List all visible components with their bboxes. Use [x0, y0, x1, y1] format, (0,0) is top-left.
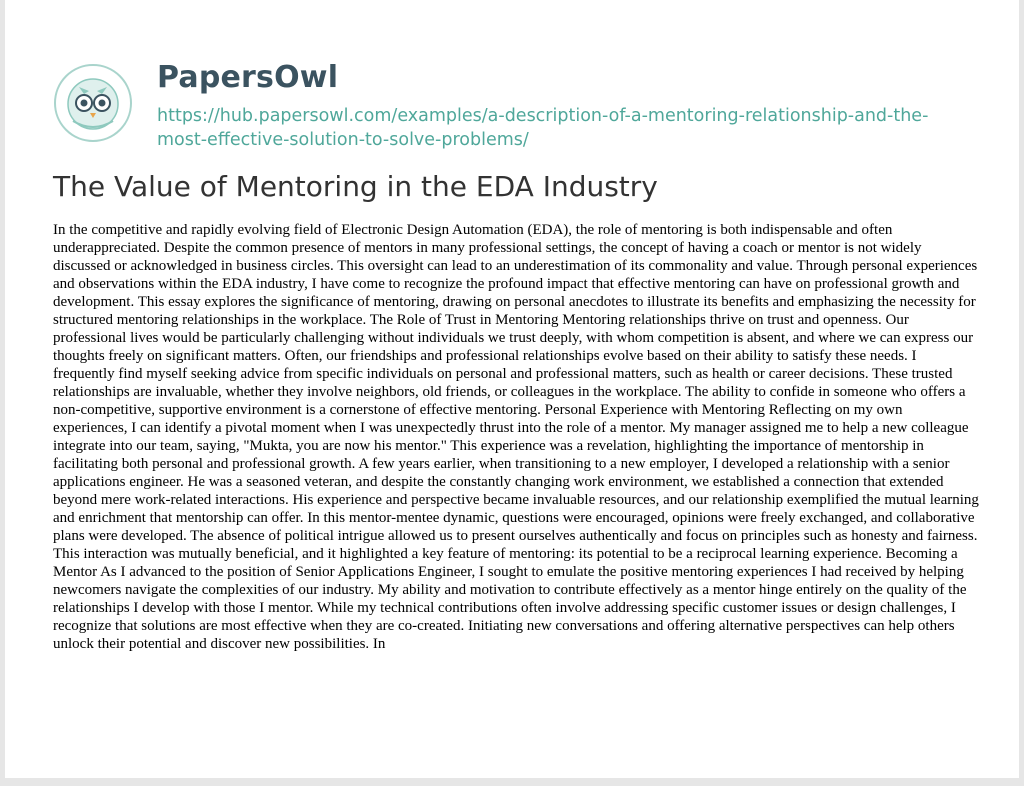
source-url-link[interactable]: https://hub.papersowl.com/examples/a-description-of-a-mentoring-relationship-and-the-most-effective-solution-to-solve-problems/: [157, 106, 929, 150]
essay-body: In the competitive and rapidly evolving field of Electronic Design Automation (EDA), the role of mentoring is both indispensable and often underappreciated. Despite the common presence of mentors in many professional settings, the concept of having a coach or mentor is not widely discussed or acknowledged in business circles. This oversight can lead to an underestimation of its commonality and value. Through personal experiences and observations within the EDA industry, I have come to recognize the profound impact that effective mentoring can have on professional growth and development. This essay explores the significance of mentoring, drawing on personal anecdotes to illustrate its benefits and emphasizing the necessity for structured mentoring relationships in the workplace. The Role of Trust in Mentoring Mentoring relationships thrive on trust and openness. Our professional lives would be particularly challenging without individuals we trust deeply, with whom competition is absent, and where we can express our thoughts freely on significant matters. Often, our friendships and professional relationships evolve based on their ability to satisfy these needs. I frequently find myself seeking advice from specific individuals on personal and professional matters, such as health or career decisions. These trusted relationships are invaluable, whether they involve neighbors, old friends, or colleagues in the workplace. The ability to confide in someone who offers a non-competitive, supportive environment is a cornerstone of effective mentoring. Personal Experience with Mentoring Reflecting on my own experiences, I can identify a pivotal moment when I was unexpectedly thrust into the role of a mentor. My manager assigned me to help a new colleague integrate into our team, saying, "Mukta, you are now his mentor." This experience was a revelation, highlighting the importance of mentorship in facilitating both personal and professional growth. A few years earlier, when transitioning to a new employer, I developed a relationship with a senior applications engineer. He was a seasoned veteran, and despite the constantly changing work environment, we established a connection that extended beyond mere work-related interactions. His experience and perspective became invaluable resources, and our relationship exemplified the mutual learning and enrichment that mentorship can offer. In this mentor-mentee dynamic, questions were encouraged, opinions were freely exchanged, and collaborative plans were developed. The absence of political intrigue allowed us to present ourselves authentically and focus on principles such as honesty and fairness. This interaction was mutually beneficial, and it highlighted a key feature of mentoring: its potential to be a reciprocal learning experience. Becoming a Mentor As I advanced to the position of Senior Applications Engineer, I sought to emulate the positive mentoring experiences I had received by helping newcomers navigate the complexities of our industry. My ability and motivation to contribute effectively as a mentor hinge entirely on the quality of the relationships I develop with those I mentor. While my technical contributions often involve addressing specific customer issues or design challenges, I recognize that solutions are most effective when they are co-created. Initiating new conversations and offering alternative perspectives can help others unlock their potential and discover new possibilities. In: [53, 222, 979, 652]
brand-name: PapersOwl: [157, 60, 339, 95]
owl-logo-icon: [53, 63, 133, 143]
essay-title: The Value of Mentoring in the EDA Industry: [53, 170, 658, 203]
